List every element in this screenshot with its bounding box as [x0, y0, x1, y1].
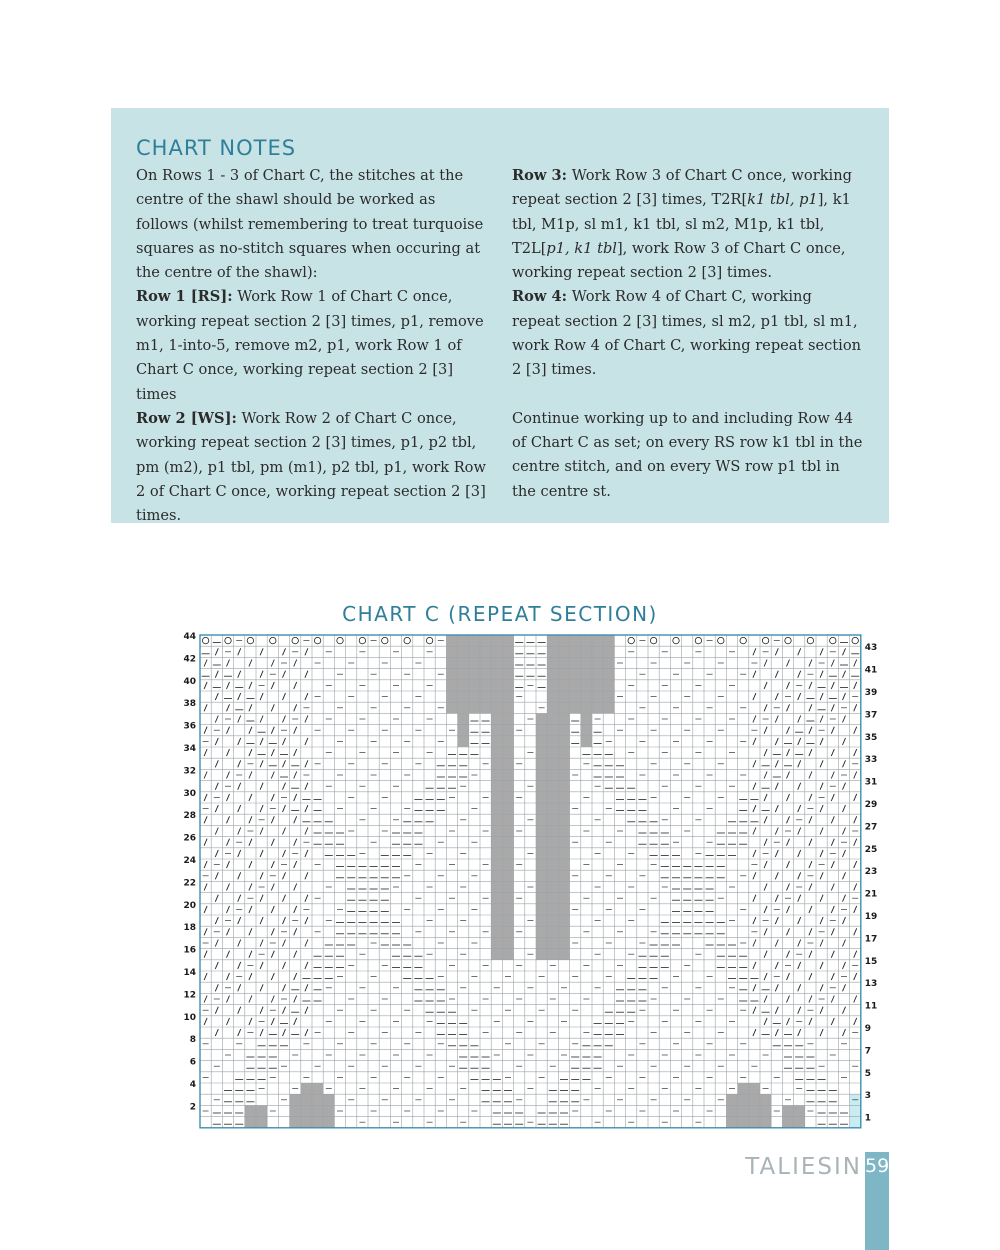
notes-row2 — [136, 407, 488, 528]
row-number-right: 39 — [864, 688, 878, 698]
row-number-right: 1 — [864, 1113, 872, 1124]
row-number-left: 36 — [183, 721, 196, 732]
row-number-left: 30 — [183, 788, 196, 799]
row-number-left: 40 — [183, 676, 196, 687]
notes-left-column — [136, 164, 488, 528]
row3-text-b: ], k1 tbl, M1p, sl m1, k1 tbl, sl m2, M1p, k1 tbl, T2L[ — [512, 191, 851, 257]
row-number-right: 43 — [864, 643, 878, 654]
row-number-left: 44 — [183, 632, 196, 642]
row-number-left: 14 — [183, 968, 196, 978]
row-number-right: 9 — [864, 1024, 872, 1034]
notes-row3 — [512, 164, 864, 285]
footer-pattern-name: TALIESIN — [745, 1154, 862, 1180]
knitting-chart-grid — [170, 628, 878, 1133]
row-number-left: 16 — [183, 945, 196, 956]
row-number-left: 24 — [183, 856, 196, 866]
knitting-chart — [170, 628, 878, 1133]
row-number-right: 27 — [864, 822, 878, 833]
notes-right-column — [512, 164, 864, 504]
notes-row4 — [512, 285, 864, 382]
row-number-left: 4 — [189, 1080, 196, 1090]
row-number-left: 2 — [189, 1102, 196, 1113]
row-number-right: 5 — [864, 1068, 872, 1079]
row-number-left: 34 — [183, 744, 196, 754]
row-number-right: 7 — [864, 1046, 872, 1057]
row-number-right: 41 — [864, 665, 878, 676]
row-number-right: 17 — [864, 934, 878, 945]
row-number-right: 23 — [864, 867, 878, 878]
row-number-right: 35 — [864, 732, 878, 743]
row-number-left: 22 — [183, 878, 196, 889]
row-number-right: 11 — [864, 1001, 878, 1012]
no-stitch-region — [581, 713, 592, 747]
row2-label: Row 2 [WS]: — [136, 409, 237, 427]
row-number-right: 19 — [864, 912, 878, 922]
row-number-right: 29 — [864, 800, 878, 810]
row-number-left: 20 — [183, 900, 196, 911]
no-stitch-region — [458, 713, 469, 747]
chart-notes-title: CHART NOTES — [136, 136, 297, 160]
row-number-left: 18 — [183, 923, 196, 934]
row-number-right: 3 — [864, 1091, 872, 1102]
row3-label: Row 3: — [512, 167, 568, 184]
row-number-right: 31 — [864, 777, 878, 788]
turquoise-square — [850, 1094, 861, 1128]
row-number-left: 32 — [183, 766, 196, 777]
row3-text-c: ], work Row 3 of Chart C once, working repeat section 2 [3] times. — [512, 239, 846, 282]
row-number-right: 33 — [864, 755, 878, 766]
row-number-left: 26 — [183, 833, 196, 844]
row3-italic-a: k1 tbl, p1 — [747, 191, 818, 209]
row4-label: Row 4: — [512, 288, 568, 306]
row-number-right: 25 — [864, 844, 878, 855]
row2-text: Work Row 2 of Chart C once, working repeat section 2 [3] times, p1, p2 tbl, pm (m2), p1 tbl, pm (m1), p2 tbl, p1, work Row 2 of Chart C once, working repeat section 2 [3] times. — [136, 409, 486, 525]
row-number-left: 28 — [183, 811, 196, 822]
row-number-right: 21 — [864, 889, 878, 900]
notes-continue: Continue working up to and including Row 44 of Chart C as set; on every RS row k1 tbl in the centre stitch, and on every WS row p1 tbl in the centre st. — [512, 409, 863, 500]
row-number-left: 12 — [183, 990, 196, 1001]
row-number-right: 37 — [864, 710, 878, 721]
row1-text: Work Row 1 of Chart C once, working repeat section 2 [3] times, p1, remove m1, 1-into-5, remove m2, p1, work Row 1 of Chart C once, working repeat section 2 [3] times — [136, 288, 484, 403]
row-number-left: 38 — [183, 699, 196, 710]
row-number-right: 13 — [864, 979, 878, 990]
row3-text-a: Work Row 3 of Chart C once, working repeat section 2 [3] times, T2R[ — [512, 167, 852, 209]
notes-intro: On Rows 1 - 3 of Chart C, the stitches at the centre of the shawl should be worked as follows (whilst remembering to treat turquoise squares as no-stitch squares when occuring at the centre of the shawl): — [136, 167, 484, 282]
page-number: 59 — [865, 1155, 890, 1177]
row-number-right: 15 — [864, 956, 878, 967]
row-number-left: 6 — [189, 1057, 196, 1068]
row-number-left: 42 — [183, 654, 196, 665]
row-number-left: 10 — [183, 1012, 196, 1023]
row1-label: Row 1 [RS]: — [136, 288, 233, 306]
row3-italic-b: p1, k1 tbl — [546, 239, 617, 257]
row-number-left: 8 — [189, 1035, 196, 1046]
notes-row1 — [136, 285, 488, 406]
chart-title: CHART C (REPEAT SECTION) — [342, 602, 658, 626]
row4-text: Work Row 4 of Chart C, working repeat section 2 [3] times, sl m2, p1 tbl, sl m1, work Row 4 of Chart C, working repeat section 2 [3] times. — [512, 288, 862, 379]
